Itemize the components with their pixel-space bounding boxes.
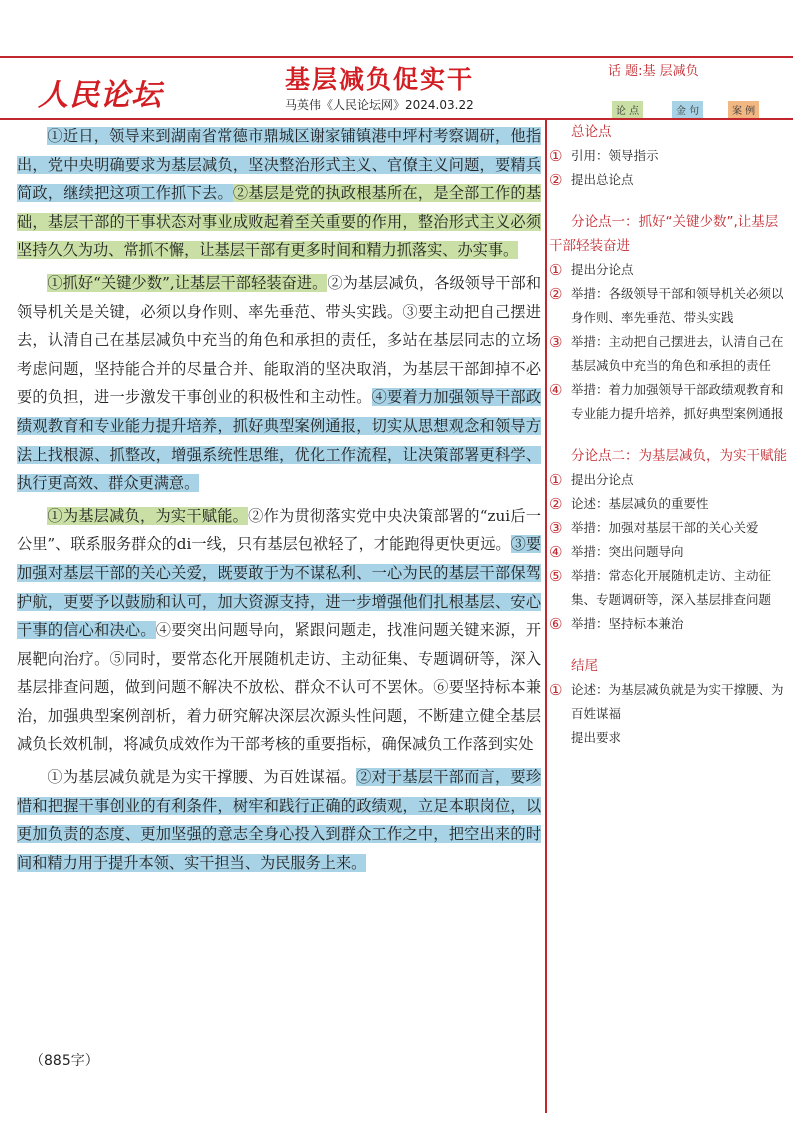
annotation-item: 提出要求 bbox=[549, 726, 789, 750]
annotation-item: ④ 举措：突出问题导向 bbox=[549, 540, 789, 564]
circled-number: ③ bbox=[549, 519, 563, 537]
legend-thesis: 论 点 bbox=[612, 101, 643, 118]
annotation-item: ② 论述：基层减负的重要性 bbox=[549, 492, 789, 516]
sentence: ②为基层减负，各级领导干部和领导机关是关键，必须以身作则、率先垂范、带头实践。③要主动把自己摆进去，认清自己在基层减负中充当的角色和承担的责任，多站在基层同志的立场考虑问题，坚持能合并的尽量合并、能取消的坚决取消，为基层干部卸掉不必要的负担，进一步激发干事创业的积极性和主动性。 bbox=[17, 273, 542, 407]
circled-number: ① bbox=[549, 147, 563, 165]
sentence: ④要突出问题导向，紧跟问题走，找准问题关键来源，开展靶向治疗。⑤同时，要常态化开展随机走访、主动征集、专题调研等，深入基层排查问题，做到问题不解决不放松、群众不认可不罢休。⑥要坚持标本兼治，加强典型案例剖析，着力研究解决深层次源头性问题，不断建立健全基层减负长效机制，将减负成效作为干部考核的重要指标，确保减负工作落到实处 bbox=[17, 621, 542, 754]
annotation-item: ① 提出分论点 bbox=[549, 258, 789, 282]
brand-logo: 人民论坛 bbox=[38, 78, 162, 113]
legend-sentence: 金 句 bbox=[672, 101, 703, 118]
sentence: ③要加强对基层干部的关心关爱，既要敢于为不谋私利、一心为民的基层干部保驾护航，更要予以鼓励和认可，加大资源支持，进一步增强他们扎根基层、安心干事的信心和决心。 bbox=[17, 535, 542, 640]
topic-label: 话 题:基 层减负 bbox=[608, 64, 699, 79]
circled-number: ⑤ bbox=[549, 567, 563, 585]
column-divider bbox=[545, 118, 547, 1113]
essay-body bbox=[17, 122, 541, 877]
annotation-item: ② 提出总论点 bbox=[549, 168, 789, 192]
annotation-item: ① 引用：领导指示 bbox=[549, 144, 789, 168]
circled-number bbox=[549, 726, 571, 750]
circled-number: ① bbox=[549, 261, 563, 279]
paragraph-point-2 bbox=[17, 502, 541, 759]
annotation-sidebar bbox=[549, 120, 789, 750]
circled-number: ⑥ bbox=[549, 615, 563, 633]
word-count: （885字） bbox=[30, 1053, 99, 1069]
section-title: 总论点 bbox=[571, 124, 612, 140]
subthesis-sentence: ①为基层减负，为实干赋能。 bbox=[47, 506, 249, 525]
paragraph-point-1 bbox=[17, 269, 541, 498]
sentence: ②对于基层干部而言，要珍惜和把握干事创业的有利条件，树牢和践行正确的政绩观，立足本职岗位，以更加负责的态度、更加坚强的意志全身心投入到群众工作之中，把空出来的时间和精力用于提升本领、实干担当、为民服务上来。 bbox=[17, 768, 542, 872]
annotation-item: ③ 举措：加强对基层干部的关心关爱 bbox=[549, 516, 789, 540]
sentence: ①为基层减负就是为实干撑腰、为百姓谋福。 bbox=[47, 768, 357, 787]
byline: 马英伟《人民论坛网》2024.03.22 bbox=[285, 98, 474, 112]
annotation-item: ⑥ 举措：坚持标本兼治 bbox=[549, 612, 789, 636]
section-title: 分论点二：为基层减负，为实干赋能 bbox=[571, 448, 787, 464]
top-rule bbox=[0, 56, 793, 58]
page-title: 基层减负促实干 bbox=[285, 65, 475, 94]
circled-number: ① bbox=[549, 681, 563, 699]
circled-number: ④ bbox=[549, 381, 563, 399]
annotation-item: ① 论述：为基层减负就是为实干撑腰、为百姓谋福 bbox=[549, 678, 789, 726]
annotation-item: ④ 举措：着力加强领导干部政绩观教育和专业能力提升培养，抓好典型案例通报 bbox=[549, 378, 789, 426]
sentence: ①近日，领导来到湖南省常德市鼎城区谢家铺镇港中坪村考察调研，他指出，党中央明确要求为基层减负，坚决整治形式主义、官僚主义问题，要精兵简政，继续把这项工作抓下去。 bbox=[17, 127, 541, 203]
circled-number: ② bbox=[549, 171, 563, 189]
annotation-item: ⑤ 举措：常态化开展随机走访、主动征集、专题调研等，深入基层排查问题 bbox=[549, 564, 789, 612]
annotation-item: ① 提出分论点 bbox=[549, 468, 789, 492]
section-title: 结尾 bbox=[571, 658, 598, 674]
thesis-sentence: ②基层是党的执政根基所在，是全部工作的基础，基层干部的干事状态对事业成败起着至关重要的作用，整治形式主义必须坚持久久为功、常抓不懈，让基层干部有更多时间和精力抓落实、办实事。 bbox=[17, 184, 542, 260]
paragraph-conclusion bbox=[17, 763, 541, 877]
circled-number: ② bbox=[549, 285, 563, 303]
circled-number: ③ bbox=[549, 333, 563, 351]
circled-number: ② bbox=[549, 495, 563, 513]
paragraph-intro bbox=[17, 122, 541, 265]
sentence: ②作为贯彻落实党中央决策部署的“zui后一公里”、联系服务群众的di一线，只有基层包袱轻了，才能跑得更快更远。 bbox=[17, 506, 542, 554]
legend-example: 案 例 bbox=[728, 101, 759, 118]
annotation-item: ③ 举措：主动把自己摆进去，认清自己在基层减负中充当的角色和承担的责任 bbox=[549, 330, 789, 378]
section-title: 分论点一：抓好“关键少数”,让基层干部轻装奋进 bbox=[549, 214, 779, 254]
sentence: ④要着力加强领导干部政绩观教育和专业能力提升培养，抓好典型案例通报，切实从思想观念和领导方法上找根源、抓整改，增强系统性思维，优化工作流程，让决策部署更科学、执行更高效、群众更满意。 bbox=[17, 388, 542, 493]
annotation-item: ② 举措：各级领导干部和领导机关必须以身作则、率先垂范、带头实践 bbox=[549, 282, 789, 330]
circled-number: ④ bbox=[549, 543, 563, 561]
subthesis-sentence: ①抓好“关键少数”,让基层干部轻装奋进。 bbox=[47, 273, 328, 292]
circled-number: ① bbox=[549, 471, 563, 489]
